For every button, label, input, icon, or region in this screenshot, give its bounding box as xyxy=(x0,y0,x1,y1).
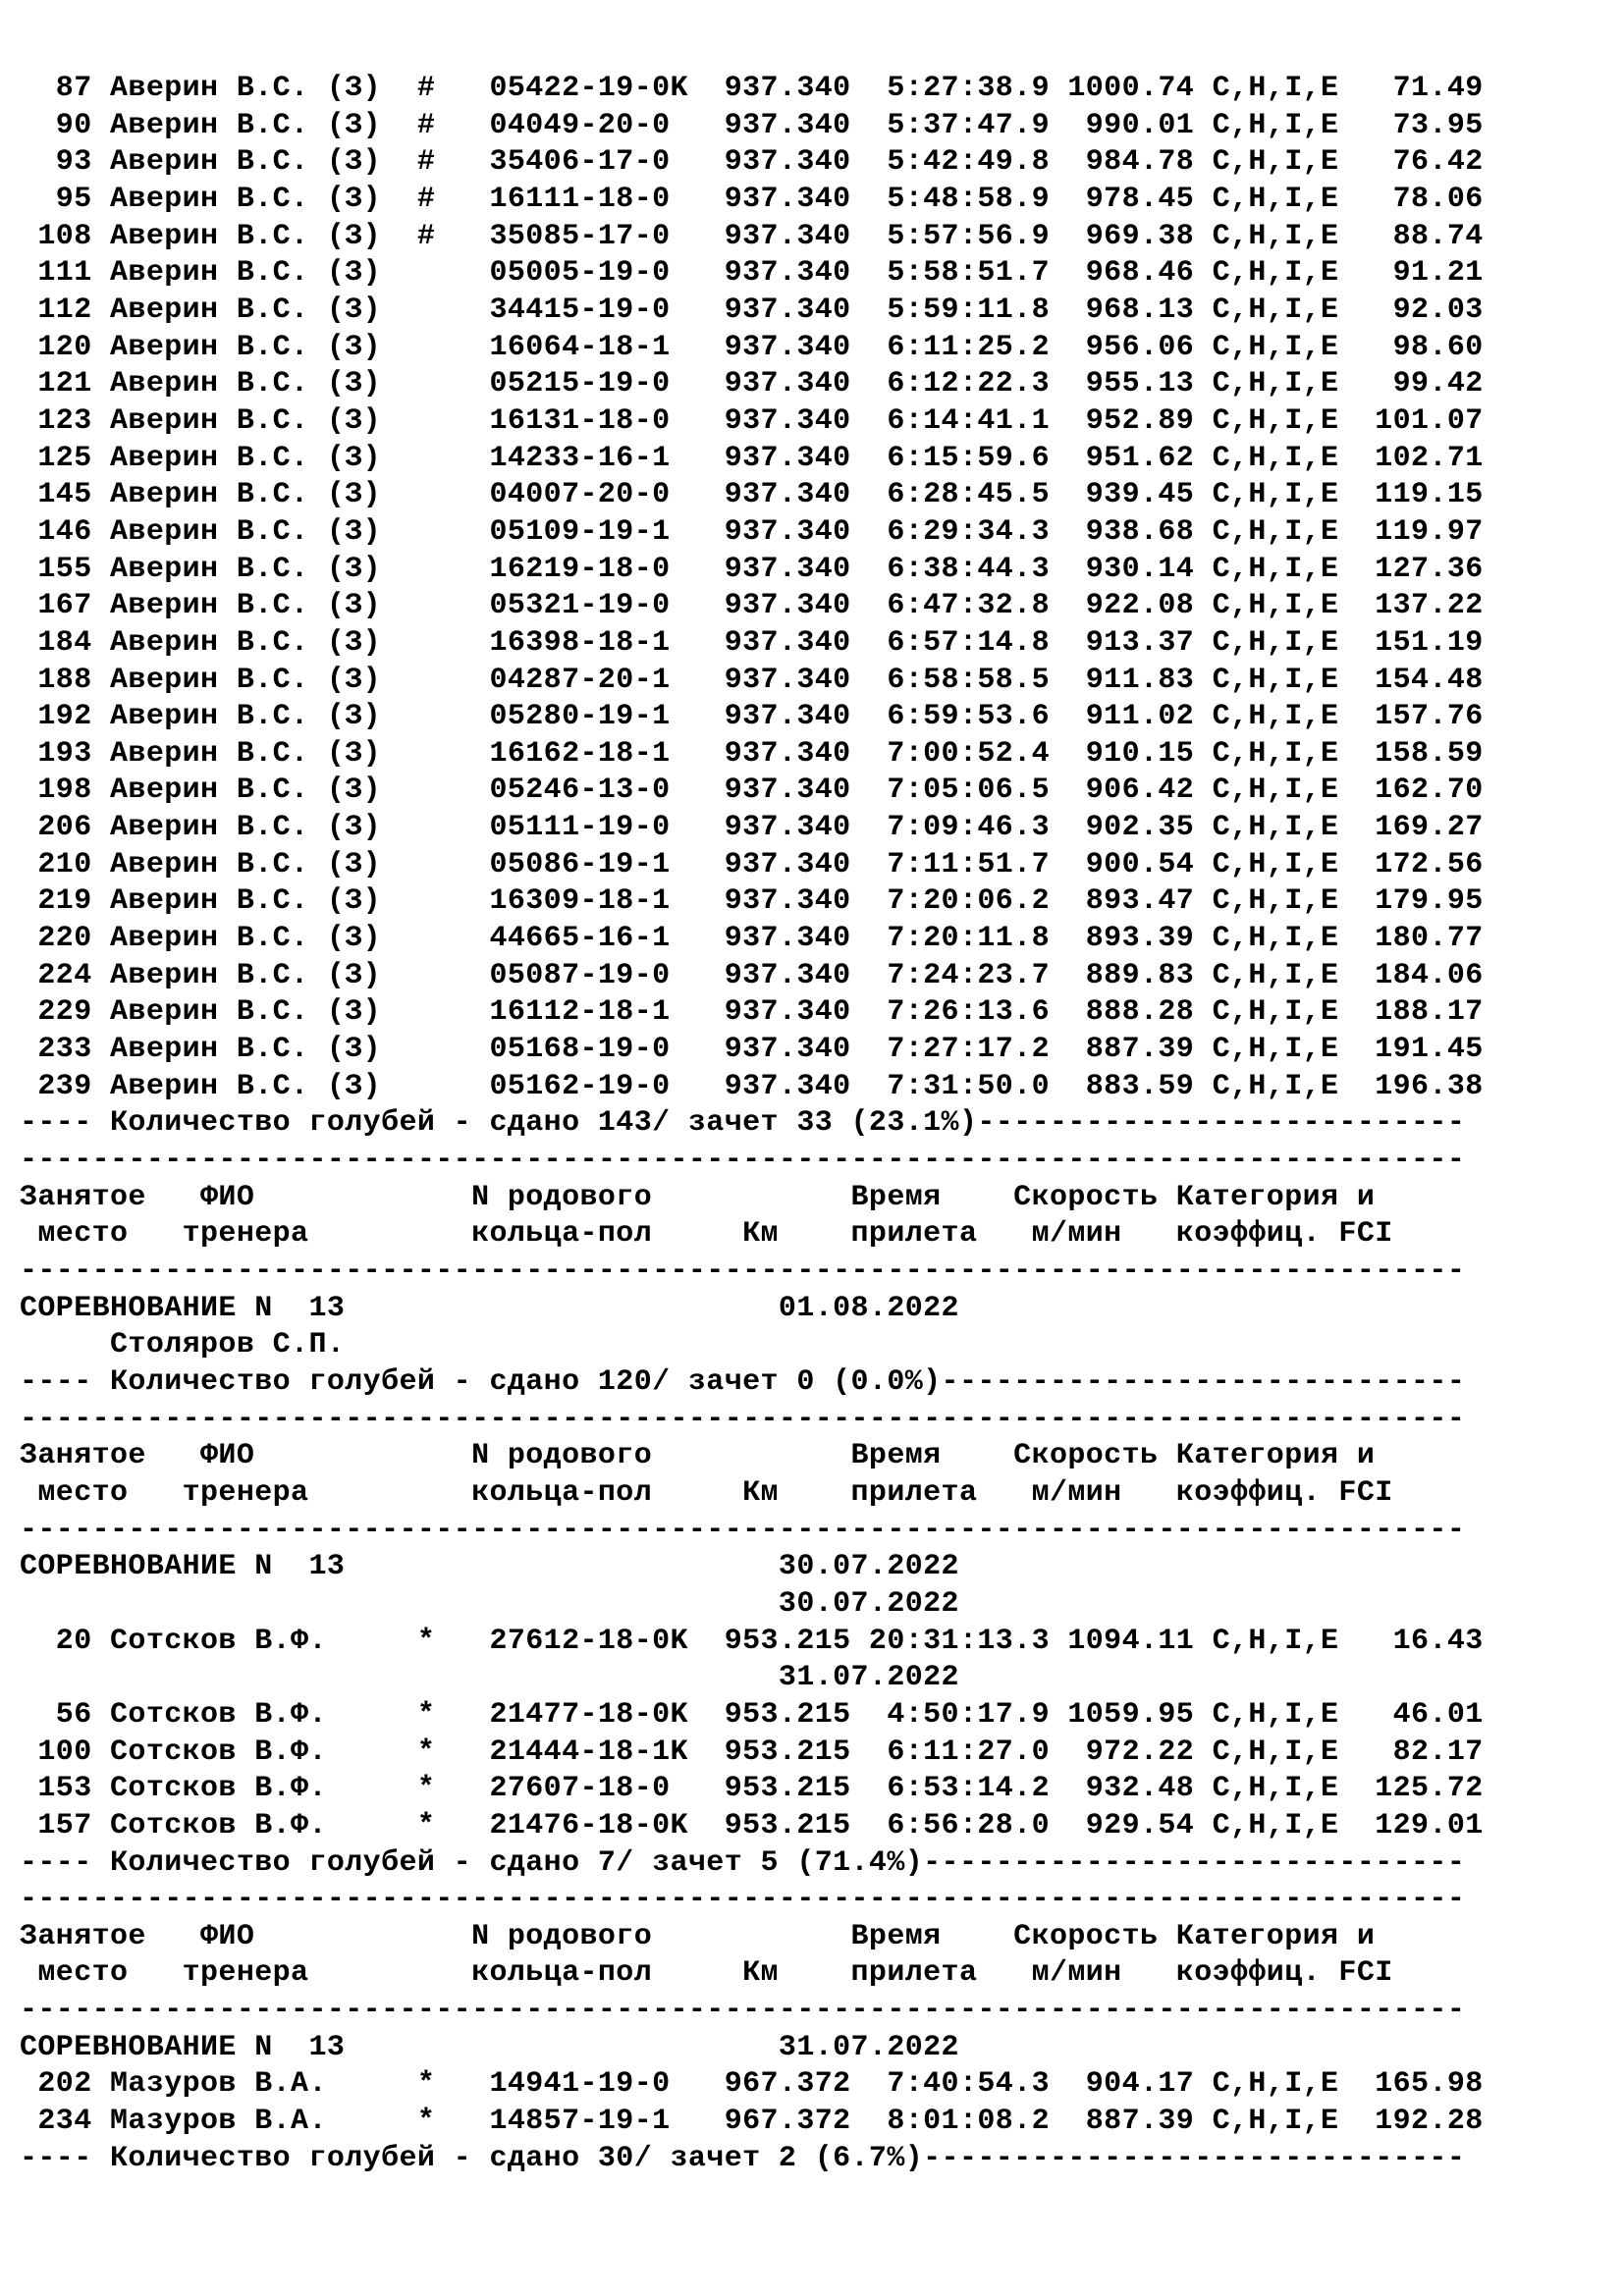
separator-line: -------------------------------------------------------------------------------- xyxy=(20,1994,1466,2028)
result-row: 198 Аверин В.С. (З) 05246-13-0 937.340 7:05:06.5 906.42 C,H,I,E 162.70 xyxy=(20,774,1484,808)
result-row: 100 Сотсков В.Ф. * 21444-18-1K 953.215 6:11:27.0 972.22 C,H,I,E 82.17 xyxy=(20,1735,1484,1769)
table-header: Занятое ФИО N родового Время Скорость Категория и xyxy=(20,1439,1376,1473)
table-header: место тренера кольца-пол Км прилета м/мин коэффиц. FCI xyxy=(20,1956,1393,1991)
results-listing xyxy=(20,71,1484,2177)
result-row: 145 Аверин В.С. (З) 04007-20-0 937.340 6:28:45.5 939.45 C,H,I,E 119.15 xyxy=(20,478,1484,512)
date-line: 31.07.2022 xyxy=(20,1661,959,1695)
result-row: 184 Аверин В.С. (З) 16398-18-1 937.340 6:57:14.8 913.37 C,H,I,E 151.19 xyxy=(20,625,1484,660)
result-row: 90 Аверин В.С. (З) # 04049-20-0 937.340 5:37:47.9 990.01 C,H,I,E 73.95 xyxy=(20,108,1484,142)
competition-header: СОРЕВНОВАНИЕ N 13 31.07.2022 xyxy=(20,2030,959,2064)
summary-line: ---- Количество голубей - сдано 120/ зачет 0 (0.0%)----------------------------- xyxy=(20,1364,1466,1399)
result-row: 108 Аверин В.С. (З) # 35085-17-0 937.340 5:57:56.9 969.38 C,H,I,E 88.74 xyxy=(20,219,1484,253)
result-row: 167 Аверин В.С. (З) 05321-19-0 937.340 6:47:32.8 922.08 C,H,I,E 137.22 xyxy=(20,589,1484,623)
result-row: 192 Аверин В.С. (З) 05280-19-1 937.340 6:59:53.6 911.02 C,H,I,E 157.76 xyxy=(20,700,1484,734)
result-row: 120 Аверин В.С. (З) 16064-18-1 937.340 6:11:25.2 956.06 C,H,I,E 98.60 xyxy=(20,330,1484,364)
competition-header: СОРЕВНОВАНИЕ N 13 30.07.2022 xyxy=(20,1550,959,1584)
result-row: 210 Аверин В.С. (З) 05086-19-1 937.340 7:11:51.7 900.54 C,H,I,E 172.56 xyxy=(20,847,1484,881)
result-row: 220 Аверин В.С. (З) 44665-16-1 937.340 7:20:11.8 893.39 C,H,I,E 180.77 xyxy=(20,922,1484,956)
separator-line: -------------------------------------------------------------------------------- xyxy=(20,1144,1466,1178)
trainer-line: Столяров С.П. xyxy=(20,1328,346,1362)
result-row: 155 Аверин В.С. (З) 16219-18-0 937.340 6:38:44.3 930.14 C,H,I,E 127.36 xyxy=(20,552,1484,586)
separator-line: -------------------------------------------------------------------------------- xyxy=(20,1255,1466,1288)
table-header: место тренера кольца-пол Км прилета м/мин коэффиц. FCI xyxy=(20,1217,1393,1252)
summary-line: ---- Количество голубей - сдано 30/ зачет 2 (6.7%)------------------------------ xyxy=(20,2141,1466,2175)
result-row: 157 Сотсков В.Ф. * 21476-18-0K 953.215 6:56:28.0 929.54 C,H,I,E 129.01 xyxy=(20,1808,1484,1842)
separator-line: -------------------------------------------------------------------------------- xyxy=(20,1513,1466,1547)
separator-line: -------------------------------------------------------------------------------- xyxy=(20,1402,1466,1436)
result-row: 202 Мазуров В.А. * 14941-19-0 967.372 7:40:54.3 904.17 C,H,I,E 165.98 xyxy=(20,2067,1484,2102)
table-header: место тренера кольца-пол Км прилета м/мин коэффиц. FCI xyxy=(20,1475,1393,1510)
result-row: 20 Сотсков В.Ф. * 27612-18-0K 953.215 20:31:13.3 1094.11 C,H,I,E 16.43 xyxy=(20,1624,1484,1658)
result-row: 146 Аверин В.С. (З) 05109-19-1 937.340 6:29:34.3 938.68 C,H,I,E 119.97 xyxy=(20,514,1484,549)
result-row: 95 Аверин В.С. (З) # 16111-18-0 937.340 5:48:58.9 978.45 C,H,I,E 78.06 xyxy=(20,182,1484,216)
result-row: 239 Аверин В.С. (З) 05162-19-0 937.340 7:31:50.0 883.59 C,H,I,E 196.38 xyxy=(20,1069,1484,1103)
separator-line: -------------------------------------------------------------------------------- xyxy=(20,1883,1466,1917)
result-row: 188 Аверин В.С. (З) 04287-20-1 937.340 6:58:58.5 911.83 C,H,I,E 154.48 xyxy=(20,663,1484,697)
summary-line: ---- Количество голубей - сдано 143/ зачет 33 (23.1%)--------------------------- xyxy=(20,1106,1466,1141)
date-line: 30.07.2022 xyxy=(20,1586,959,1621)
result-row: 153 Сотсков В.Ф. * 27607-18-0 953.215 6:53:14.2 932.48 C,H,I,E 125.72 xyxy=(20,1772,1484,1806)
result-row: 56 Сотсков В.Ф. * 21477-18-0K 953.215 4:50:17.9 1059.95 C,H,I,E 46.01 xyxy=(20,1697,1484,1732)
summary-line: ---- Количество голубей - сдано 7/ зачет 5 (71.4%)------------------------------ xyxy=(20,1845,1466,1880)
table-header: Занятое ФИО N родового Время Скорость Категория и xyxy=(20,1919,1376,1953)
table-header: Занятое ФИО N родового Время Скорость Категория и xyxy=(20,1180,1376,1214)
result-row: 121 Аверин В.С. (З) 05215-19-0 937.340 6:12:22.3 955.13 C,H,I,E 99.42 xyxy=(20,367,1484,401)
result-row: 125 Аверин В.С. (З) 14233-16-1 937.340 6:15:59.6 951.62 C,H,I,E 102.71 xyxy=(20,441,1484,475)
competition-header: СОРЕВНОВАНИЕ N 13 01.08.2022 xyxy=(20,1291,959,1325)
result-row: 87 Аверин В.С. (З) # 05422-19-0K 937.340 5:27:38.9 1000.74 C,H,I,E 71.49 xyxy=(20,72,1484,105)
result-row: 93 Аверин В.С. (З) # 35406-17-0 937.340 5:42:49.8 984.78 C,H,I,E 76.42 xyxy=(20,145,1484,180)
result-row: 112 Аверин В.С. (З) 34415-19-0 937.340 5:59:11.8 968.13 C,H,I,E 92.03 xyxy=(20,293,1484,327)
result-row: 111 Аверин В.С. (З) 05005-19-0 937.340 5:58:51.7 968.46 C,H,I,E 91.21 xyxy=(20,256,1484,291)
result-row: 229 Аверин В.С. (З) 16112-18-1 937.340 7:26:13.6 888.28 C,H,I,E 188.17 xyxy=(20,995,1484,1030)
result-row: 233 Аверин В.С. (З) 05168-19-0 937.340 7:27:17.2 887.39 C,H,I,E 191.45 xyxy=(20,1033,1484,1067)
result-row: 234 Мазуров В.А. * 14857-19-1 967.372 8:01:08.2 887.39 C,H,I,E 192.28 xyxy=(20,2105,1484,2139)
result-row: 123 Аверин В.С. (З) 16131-18-0 937.340 6:14:41.1 952.89 C,H,I,E 101.07 xyxy=(20,403,1484,438)
result-row: 206 Аверин В.С. (З) 05111-19-0 937.340 7:09:46.3 902.35 C,H,I,E 169.27 xyxy=(20,811,1484,845)
result-row: 219 Аверин В.С. (З) 16309-18-1 937.340 7:20:06.2 893.47 C,H,I,E 179.95 xyxy=(20,884,1484,919)
result-row: 224 Аверин В.С. (З) 05087-19-0 937.340 7:24:23.7 889.83 C,H,I,E 184.06 xyxy=(20,958,1484,992)
result-row: 193 Аверин В.С. (З) 16162-18-1 937.340 7:00:52.4 910.15 C,H,I,E 158.59 xyxy=(20,736,1484,771)
